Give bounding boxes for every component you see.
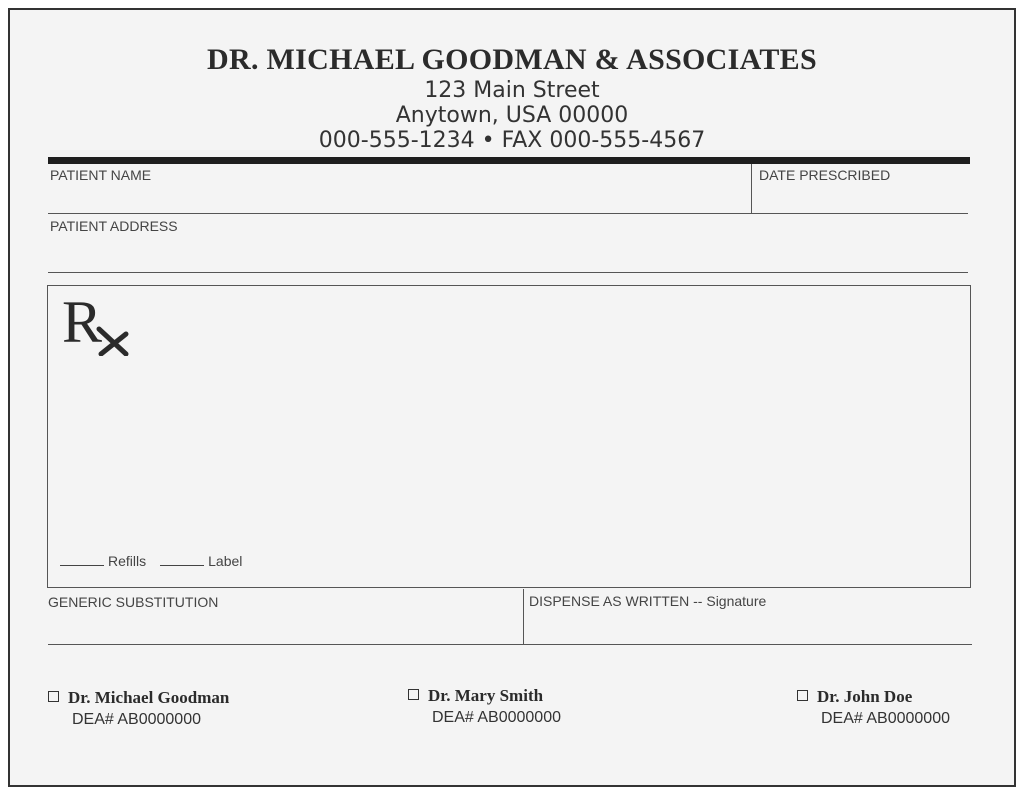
practice-name: DR. MICHAEL GOODMAN & ASSOCIATES [207,43,817,76]
city-address: Anytown, USA 00000 [395,103,629,128]
doctor-name: Dr. Mary Smith [428,686,544,705]
patient-name-label: PATIENT NAME [50,167,152,183]
checkbox-icon[interactable] [408,689,419,700]
doctor-dea: DEA# AB0000000 [432,709,561,726]
refills-blank[interactable] [60,553,104,566]
label-blank[interactable] [160,553,204,566]
patient-address-line[interactable] [48,272,968,273]
svg-text:R: R [62,289,103,355]
label-label: Label [208,553,243,569]
phone-fax: 000-555-1234 • FAX 000-555-4567 [318,128,706,153]
doctor-name: Dr. John Doe [817,687,913,706]
doctor-option-goodman [48,688,229,729]
header-divider [48,157,970,164]
refills-label-row [60,553,242,569]
rx-symbol-icon [62,286,132,356]
checkbox-icon[interactable] [797,690,808,701]
doctor-dea: DEA# AB0000000 [72,711,201,728]
letterhead [0,42,1024,153]
dispense-as-written-label: DISPENSE AS WRITTEN -- Signature [529,593,767,609]
street-address: 123 Main Street [424,78,600,103]
doctor-option-doe [797,687,950,728]
signature-divider [523,589,524,645]
refills-label: Refills [108,553,147,569]
date-prescribed-label: DATE PRESCRIBED [759,167,891,183]
signature-line[interactable] [48,644,972,645]
doctor-name: Dr. Michael Goodman [68,688,230,707]
field-divider [751,164,752,214]
patient-address-label: PATIENT ADDRESS [50,218,178,234]
doctor-dea: DEA# AB0000000 [821,710,950,727]
checkbox-icon[interactable] [48,691,59,702]
doctor-option-smith [408,686,561,727]
patient-name-line[interactable] [48,213,968,214]
generic-substitution-label: GENERIC SUBSTITUTION [48,594,219,610]
rx-box[interactable] [47,285,971,588]
